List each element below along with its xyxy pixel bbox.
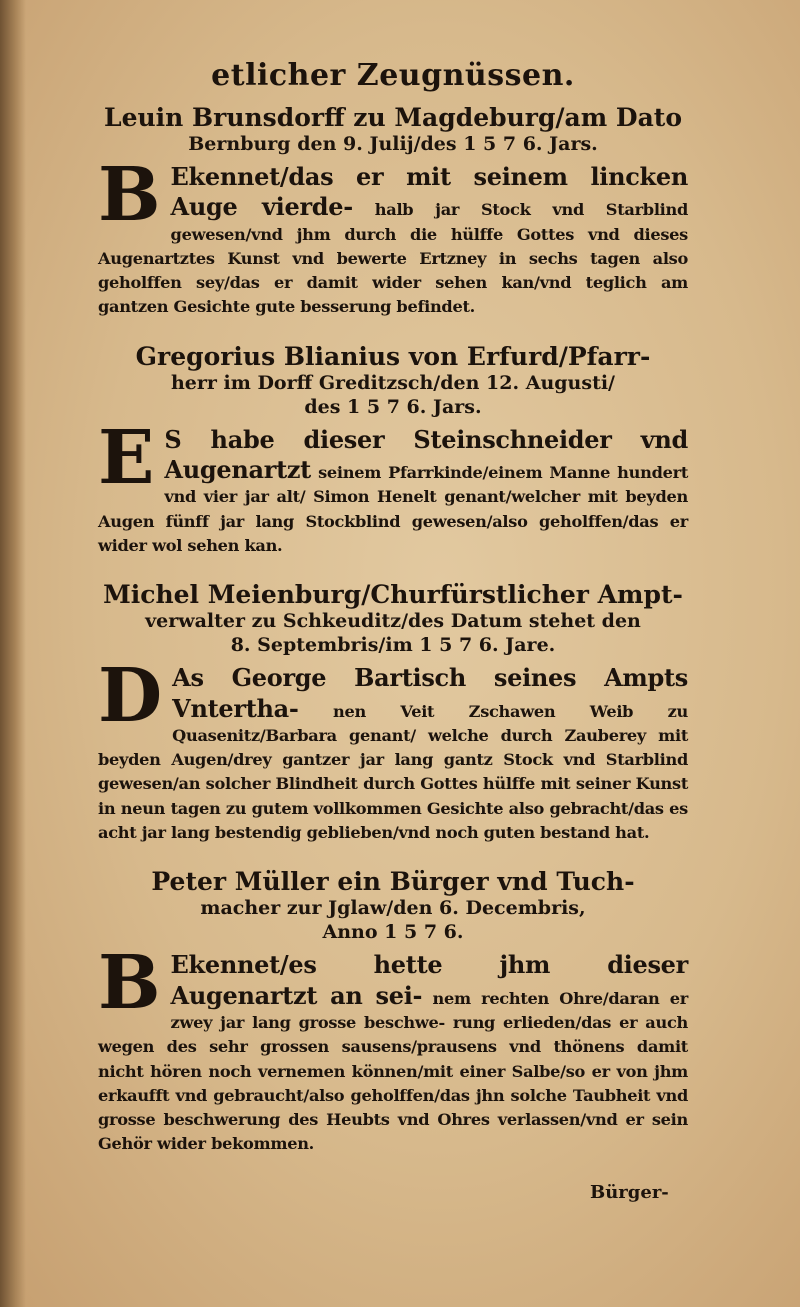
first-line: S habe dieser Steinschneider vnd Augenartzt [164, 424, 688, 485]
paragraph-body: halb jar Stock vnd Starblind gewesen/vnd jhm durch die hülffe Gottes vnd dieses Augenartztes Kunst vnd bewerte Ertzney in sechs tagen also geholffen sey/das er damit wider sehen kan/vnd teglich am gantzen Gesichte gute besserung befindet. [98, 200, 689, 317]
heading-line: 8. Septembris/im 1 5 7 6. Jare. [230, 634, 556, 657]
first-line: Ekennet/das er mit seinem lincken Auge vierde- [170, 162, 688, 222]
drop-cap: B [98, 940, 161, 1027]
drop-cap: B [98, 152, 161, 238]
testimony-paragraph [98, 940, 688, 1156]
heading-line: Peter Müller ein Bürger vnd Tuch- [151, 867, 635, 897]
heading-line: Leuin Brunsdorff zu Magdeburg/am Dato [103, 103, 683, 132]
heading-line: herr im Dorff Greditzsch/den 12. Augusti/ [170, 371, 615, 394]
heading-line: verwalter zu Schkeuditz/des Datum stehet den [145, 610, 641, 633]
first-line: Ekennet/es hette jhm dieser Augenartzt an sei- [170, 950, 688, 1010]
heading-line: Michel Meienburg/Churfürstlicher Ampt- [103, 580, 683, 610]
heading-line: Anno 1 5 7 6. [322, 921, 464, 944]
testimony-paragraph [98, 414, 688, 558]
section-heading [98, 103, 688, 156]
drop-cap: D [98, 653, 163, 740]
paragraph-body: nen Veit Zschawen Weib zu Quasenitz/Barbara genant/ welche durch Zauberey mit beyden Augen/drey gantzer jar lang gantz Stock vnd Starblind gewesen/an solcher Blindheit durch Gottes hülffe mit seiner Kunst in neun tagen zu gutem vollkommen Gesichte also gebracht/das es acht jar lang bestendig geblieben/vnd noch guten bestand hat. [98, 701, 688, 843]
catchword: Bürger- [590, 1182, 669, 1203]
heading-line: macher zur Jglaw/den 6. Decembris, [200, 897, 586, 920]
heading-line: des 1 5 7 6. Jars. [304, 395, 482, 418]
drop-cap: E [98, 414, 155, 501]
testimony-paragraph [98, 653, 688, 845]
page-content [98, 58, 688, 1179]
section-heading [98, 580, 688, 657]
section-heading [98, 342, 688, 419]
heading-line: Bernburg den 9. Julij/des 1 5 7 6. Jars. [188, 133, 598, 155]
paragraph-body: seinem Pfarrkinde/einem Manne hundert vnd vier jar alt/ Simon Henelt genant/welcher mit beyden Augen fünff jar lang Stockblind gewesen/also geholffen/das er wider wol sehen kan. [98, 463, 688, 555]
page-spine-shadow [0, 0, 26, 1307]
testimony-paragraph [98, 152, 689, 320]
paragraph-body: nem rechten Ohre/daran er zwey jar lang grosse beschwe- rung erlieden/das er auch wegen des sehr grossen sausens/prausens vnd thönens damit nicht hören noch vernemen können/mit einer Salbe/so er von jhm erkaufft vnd gebraucht/also geholffen/das jhn solche Taubheit vnd grosse beschwerung des Heubts vnd Ohres verlassen/vnd er sein Gehör wider bekommen. [98, 988, 688, 1154]
first-line: As George Bartisch seines Ampts Vntertha- [172, 663, 688, 723]
section-heading [98, 867, 688, 944]
heading-line: Gregorius Blianius von Erfurd/Pfarr- [135, 341, 651, 371]
running-head: etlicher Zeugnüssen. [211, 58, 575, 93]
